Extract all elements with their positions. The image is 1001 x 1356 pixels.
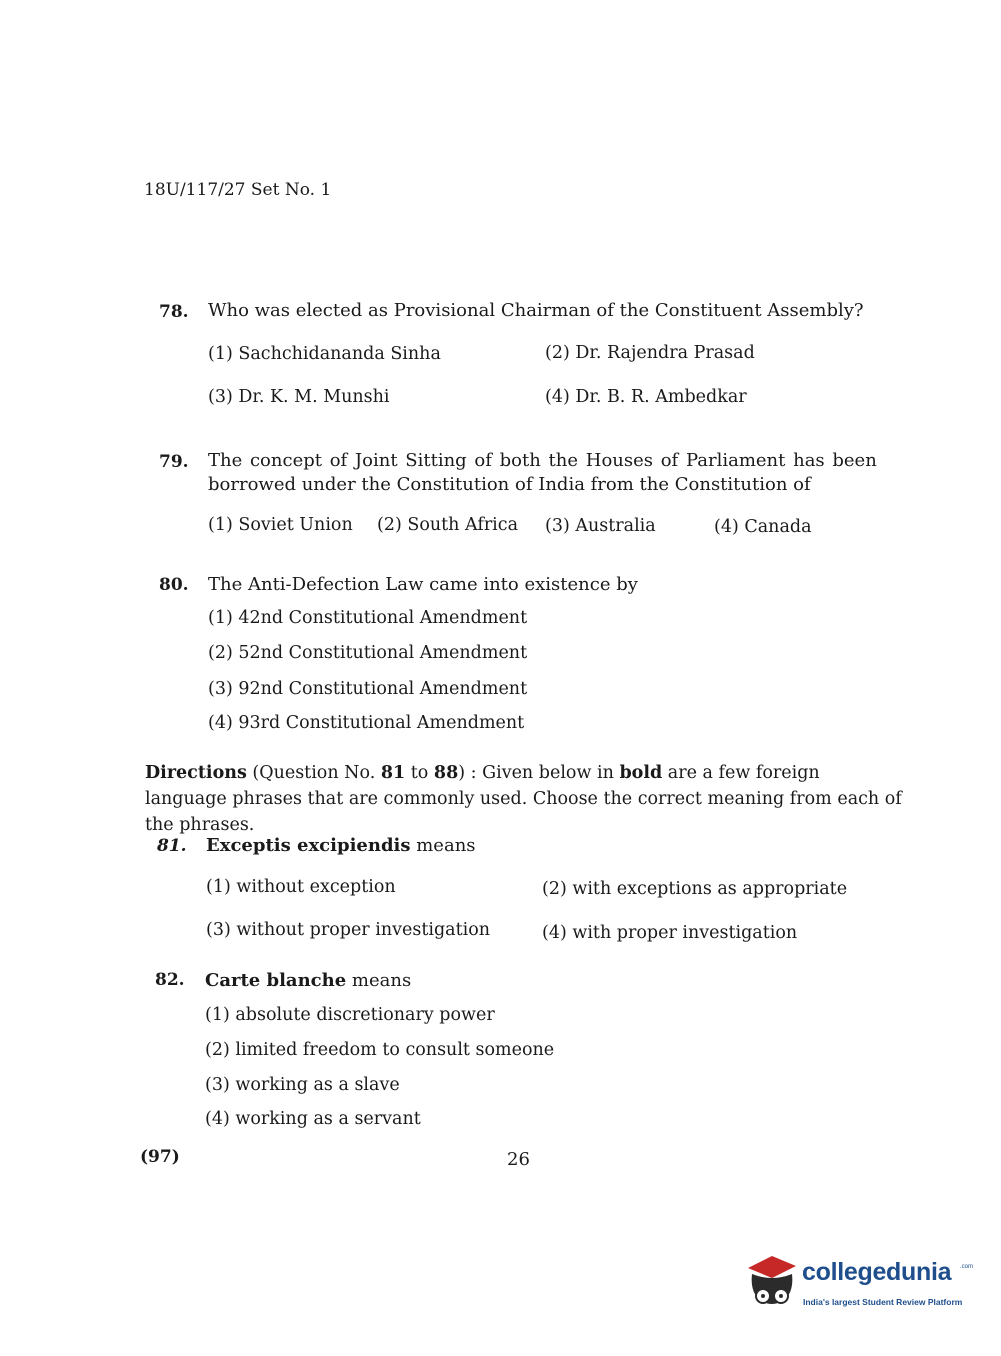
directions-to-word: to xyxy=(405,763,434,783)
question-82-number: 82. xyxy=(155,970,185,990)
q78-option-4: (4) Dr. B. R. Ambedkar xyxy=(545,387,747,407)
q82-option-1: (1) absolute discretionary power xyxy=(205,1005,495,1025)
q81-term: Exceptis excipiendis xyxy=(206,835,411,856)
q80-option-3: (3) 92nd Constitutional Amendment xyxy=(208,679,528,699)
question-82-text xyxy=(205,970,411,991)
question-80-number: 80. xyxy=(159,575,189,595)
directions-from: 81 xyxy=(380,763,406,783)
q78-option-3: (3) Dr. K. M. Munshi xyxy=(208,387,390,407)
q82-option-3: (3) working as a slave xyxy=(205,1075,400,1095)
question-78-text: Who was elected as Provisional Chairman of the Constituent Assembly? xyxy=(208,300,864,321)
directions-to: 88 xyxy=(433,763,459,783)
q78-option-2: (2) Dr. Rajendra Prasad xyxy=(545,343,755,363)
q80-option-2: (2) 52nd Constitutional Amendment xyxy=(208,643,528,663)
logo-name: collegedunia xyxy=(802,1258,952,1286)
page-number: 26 xyxy=(507,1149,530,1170)
logo-tagline: India's largest Student Review Platform xyxy=(803,1297,963,1307)
directions-text-2: ) : Given below in xyxy=(458,763,620,783)
question-79-number: 79. xyxy=(159,452,189,472)
q81-option-3: (3) without proper investigation xyxy=(206,920,491,940)
question-81-number: 81. xyxy=(157,836,187,856)
collegedunia-logo xyxy=(742,1252,972,1314)
q79-option-2: (2) South Africa xyxy=(377,515,519,535)
q81-option-4: (4) with proper investigation xyxy=(542,923,798,943)
q79-option-1: (1) Soviet Union xyxy=(208,515,353,535)
directions-bold-word: bold xyxy=(619,763,663,783)
footer-code: (97) xyxy=(140,1147,180,1167)
set-code-header: 18U/117/27 Set No. 1 xyxy=(144,180,332,200)
q82-option-2: (2) limited freedom to consult someone xyxy=(205,1040,555,1060)
q82-term: Carte blanche xyxy=(205,970,347,991)
q79-option-4: (4) Canada xyxy=(714,517,812,537)
mascot-icon xyxy=(742,1252,802,1314)
q80-option-4: (4) 93rd Constitutional Amendment xyxy=(208,713,525,733)
directions-text-1: (Question No. xyxy=(246,763,381,783)
question-79-text-line2: borrowed under the Constitution of India from the Constitution of xyxy=(208,474,811,495)
directions-text-3: are a few foreign language phrases that are commonly used. Choose the correct meaning from each of the phrases. xyxy=(145,763,902,835)
question-79-text-line1: The concept of Joint Sitting of both the Houses of Parliament has been xyxy=(208,450,877,471)
question-81-text xyxy=(206,835,476,856)
question-80-text: The Anti-Defection Law came into existence by xyxy=(208,574,638,595)
q78-option-1: (1) Sachchidananda Sinha xyxy=(208,344,441,364)
q79-option-3: (3) Australia xyxy=(545,516,656,536)
q81-option-1: (1) without exception xyxy=(206,877,396,897)
q82-suffix: means xyxy=(346,970,412,991)
logo-domain-suffix: .com xyxy=(960,1264,974,1270)
q81-option-2: (2) with exceptions as appropriate xyxy=(542,879,848,899)
q81-suffix: means xyxy=(410,835,476,856)
question-78-number: 78. xyxy=(159,302,189,322)
q80-option-1: (1) 42nd Constitutional Amendment xyxy=(208,608,528,628)
directions-paragraph xyxy=(145,760,905,838)
directions-label: Directions xyxy=(145,763,247,783)
q82-option-4: (4) working as a servant xyxy=(205,1109,421,1129)
